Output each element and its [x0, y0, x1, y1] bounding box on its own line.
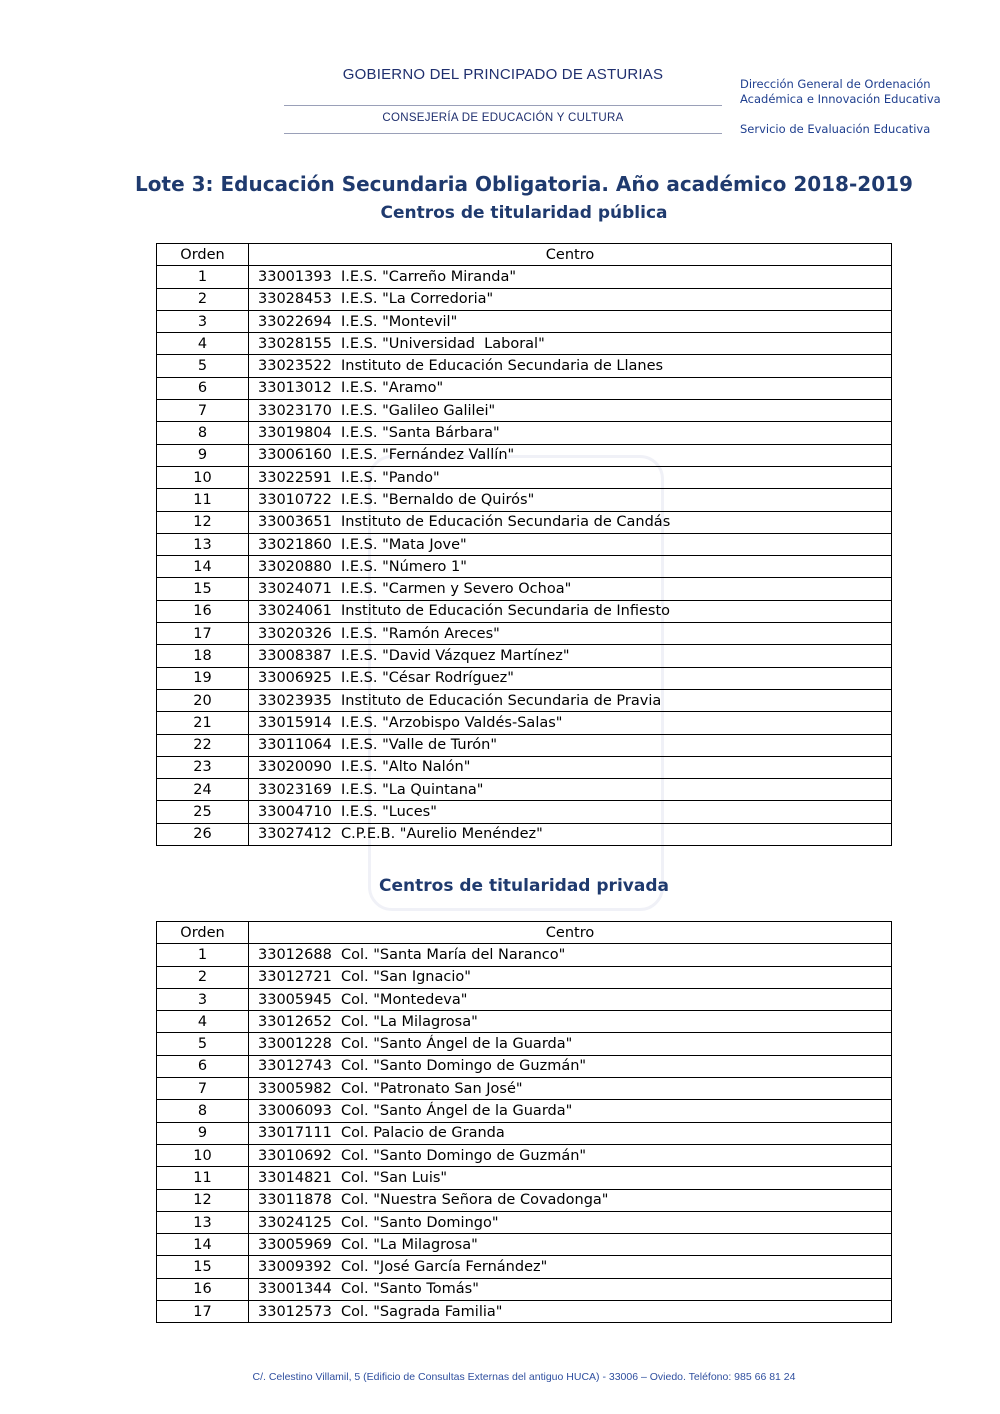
row-center: 33022694 I.E.S. "Montevil": [249, 310, 892, 332]
table-row: [157, 355, 892, 377]
row-center: 33011878 Col. "Nuestra Señora de Covadonga": [249, 1189, 892, 1211]
table-row: [157, 556, 892, 578]
row-order: 7: [157, 400, 249, 422]
row-center: 33020880 I.E.S. "Número 1": [249, 556, 892, 578]
row-center: 33012743 Col. "Santo Domingo de Guzmán": [249, 1055, 892, 1077]
table-row: [157, 466, 892, 488]
row-center: 33015914 I.E.S. "Arzobispo Valdés-Salas": [249, 712, 892, 734]
row-order: 6: [157, 377, 249, 399]
table-row: [157, 511, 892, 533]
table-row: [157, 1011, 892, 1033]
directorate-line-2: Académica e Innovación Educativa: [740, 92, 941, 106]
table-row: [157, 966, 892, 988]
row-center: 33024061 Instituto de Educación Secundaria de Infiesto: [249, 600, 892, 622]
row-order: 24: [157, 779, 249, 801]
column-header-center: Centro: [249, 244, 892, 266]
table-row: [157, 533, 892, 555]
row-center: 33028453 I.E.S. "La Corredoria": [249, 288, 892, 310]
public-section-heading: Centros de titularidad pública: [380, 203, 668, 223]
row-center: 33023522 Instituto de Educación Secundaria de Llanes: [249, 355, 892, 377]
row-order: 9: [157, 1122, 249, 1144]
table-row: [157, 400, 892, 422]
table-row: [157, 801, 892, 823]
row-order: 18: [157, 645, 249, 667]
row-order: 23: [157, 756, 249, 778]
table-row: [157, 310, 892, 332]
row-center: 33023170 I.E.S. "Galileo Galilei": [249, 400, 892, 422]
row-order: 17: [157, 623, 249, 645]
table-row: [157, 1256, 892, 1278]
row-center: 33024125 Col. "Santo Domingo": [249, 1211, 892, 1233]
row-order: 20: [157, 689, 249, 711]
row-order: 16: [157, 600, 249, 622]
footer-address: C/. Celestino Villamil, 5 (Edificio de Consultas Externas del antiguo HUCA) - 33006 – Oviedo. Teléfono: 985 66 81 24: [252, 1371, 796, 1383]
header-divider-bottom: [284, 133, 722, 134]
table-header-row: [157, 922, 892, 944]
row-order: 11: [157, 489, 249, 511]
row-center: 33009392 Col. "José García Fernández": [249, 1256, 892, 1278]
table-row: [157, 422, 892, 444]
row-order: 4: [157, 333, 249, 355]
table-row: [157, 1100, 892, 1122]
row-center: 33001228 Col. "Santo Ángel de la Guarda": [249, 1033, 892, 1055]
private-centers-table: [156, 921, 892, 1323]
row-order: 1: [157, 944, 249, 966]
row-order: 11: [157, 1167, 249, 1189]
table-row: [157, 489, 892, 511]
table-row: [157, 712, 892, 734]
row-order: 14: [157, 556, 249, 578]
row-order: 22: [157, 734, 249, 756]
row-center: 33010722 I.E.S. "Bernaldo de Quirós": [249, 489, 892, 511]
row-center: 33012652 Col. "La Milagrosa": [249, 1011, 892, 1033]
column-header-order: Orden: [157, 244, 249, 266]
row-center: 33014821 Col. "San Luis": [249, 1167, 892, 1189]
table-row: [157, 1167, 892, 1189]
row-order: 25: [157, 801, 249, 823]
row-order: 9: [157, 444, 249, 466]
row-order: 7: [157, 1078, 249, 1100]
row-center: 33006093 Col. "Santo Ángel de la Guarda": [249, 1100, 892, 1122]
table-row: [157, 667, 892, 689]
private-section-heading: Centros de titularidad privada: [379, 876, 669, 896]
row-center: 33003651 Instituto de Educación Secundaria de Candás: [249, 511, 892, 533]
row-center: 33001393 I.E.S. "Carreño Miranda": [249, 266, 892, 288]
table-row: [157, 1211, 892, 1233]
row-order: 14: [157, 1234, 249, 1256]
table-row: [157, 823, 892, 845]
row-center: 33006160 I.E.S. "Fernández Vallín": [249, 444, 892, 466]
table-row: [157, 944, 892, 966]
row-order: 13: [157, 533, 249, 555]
table-row: [157, 444, 892, 466]
row-order: 19: [157, 667, 249, 689]
service-name: Servicio de Evaluación Educativa: [740, 122, 931, 136]
row-center: 33006925 I.E.S. "César Rodríguez": [249, 667, 892, 689]
row-center: 33023935 Instituto de Educación Secundaria de Pravia: [249, 689, 892, 711]
row-order: 12: [157, 1189, 249, 1211]
table-row: [157, 779, 892, 801]
directorate-line-1: Dirección General de Ordenación: [740, 77, 931, 91]
table-row: [157, 1189, 892, 1211]
row-center: 33004710 I.E.S. "Luces": [249, 801, 892, 823]
table-row: [157, 1234, 892, 1256]
table-row: [157, 734, 892, 756]
row-order: 10: [157, 1144, 249, 1166]
row-order: 16: [157, 1278, 249, 1300]
row-order: 15: [157, 1256, 249, 1278]
table-row: [157, 623, 892, 645]
public-centers-table: [156, 243, 892, 846]
row-order: 13: [157, 1211, 249, 1233]
column-header-order: Orden: [157, 922, 249, 944]
table-row: [157, 1078, 892, 1100]
row-order: 3: [157, 988, 249, 1010]
table-row: [157, 600, 892, 622]
row-center: 33017111 Col. Palacio de Granda: [249, 1122, 892, 1144]
table-row: [157, 645, 892, 667]
table-header-row: [157, 244, 892, 266]
row-order: 21: [157, 712, 249, 734]
table-row: [157, 1301, 892, 1323]
government-name: GOBIERNO DEL PRINCIPADO DE ASTURIAS: [342, 66, 664, 83]
row-center: 33005945 Col. "Montedeva": [249, 988, 892, 1010]
header-divider-top: [284, 105, 722, 106]
table-row: [157, 266, 892, 288]
table-row: [157, 578, 892, 600]
row-center: 33028155 I.E.S. "Universidad Laboral": [249, 333, 892, 355]
row-center: 33013012 I.E.S. "Aramo": [249, 377, 892, 399]
table-row: [157, 1033, 892, 1055]
row-center: 33008387 I.E.S. "David Vázquez Martínez": [249, 645, 892, 667]
table-row: [157, 756, 892, 778]
row-order: 5: [157, 1033, 249, 1055]
row-order: 15: [157, 578, 249, 600]
row-center: 33020090 I.E.S. "Alto Nalón": [249, 756, 892, 778]
row-order: 26: [157, 823, 249, 845]
row-order: 12: [157, 511, 249, 533]
row-center: 33011064 I.E.S. "Valle de Turón": [249, 734, 892, 756]
row-order: 5: [157, 355, 249, 377]
row-center: 33005969 Col. "La Milagrosa": [249, 1234, 892, 1256]
row-order: 3: [157, 310, 249, 332]
table-row: [157, 1278, 892, 1300]
row-center: 33001344 Col. "Santo Tomás": [249, 1278, 892, 1300]
table-row: [157, 689, 892, 711]
table-row: [157, 1055, 892, 1077]
row-center: 33012721 Col. "San Ignacio": [249, 966, 892, 988]
ministry-name: CONSEJERÍA DE EDUCACIÓN Y CULTURA: [382, 112, 624, 124]
row-center: 33019804 I.E.S. "Santa Bárbara": [249, 422, 892, 444]
row-order: 6: [157, 1055, 249, 1077]
column-header-center: Centro: [249, 922, 892, 944]
row-center: 33024071 I.E.S. "Carmen y Severo Ochoa": [249, 578, 892, 600]
table-row: [157, 1144, 892, 1166]
table-row: [157, 377, 892, 399]
table-row: [157, 333, 892, 355]
row-order: 10: [157, 466, 249, 488]
table-row: [157, 1122, 892, 1144]
row-order: 8: [157, 1100, 249, 1122]
row-order: 4: [157, 1011, 249, 1033]
row-order: 1: [157, 266, 249, 288]
row-center: 33010692 Col. "Santo Domingo de Guzmán": [249, 1144, 892, 1166]
row-center: 33005982 Col. "Patronato San José": [249, 1078, 892, 1100]
row-center: 33023169 I.E.S. "La Quintana": [249, 779, 892, 801]
table-row: [157, 988, 892, 1010]
row-order: 2: [157, 966, 249, 988]
row-order: 8: [157, 422, 249, 444]
row-center: 33012688 Col. "Santa María del Naranco": [249, 944, 892, 966]
row-order: 17: [157, 1301, 249, 1323]
row-order: 2: [157, 288, 249, 310]
row-center: 33021860 I.E.S. "Mata Jove": [249, 533, 892, 555]
row-center: 33022591 I.E.S. "Pando": [249, 466, 892, 488]
page-title: Lote 3: Educación Secundaria Obligatoria. Año académico 2018-2019: [135, 172, 913, 196]
row-center: 33027412 C.P.E.B. "Aurelio Menéndez": [249, 823, 892, 845]
table-row: [157, 288, 892, 310]
row-center: 33020326 I.E.S. "Ramón Areces": [249, 623, 892, 645]
row-center: 33012573 Col. "Sagrada Familia": [249, 1301, 892, 1323]
